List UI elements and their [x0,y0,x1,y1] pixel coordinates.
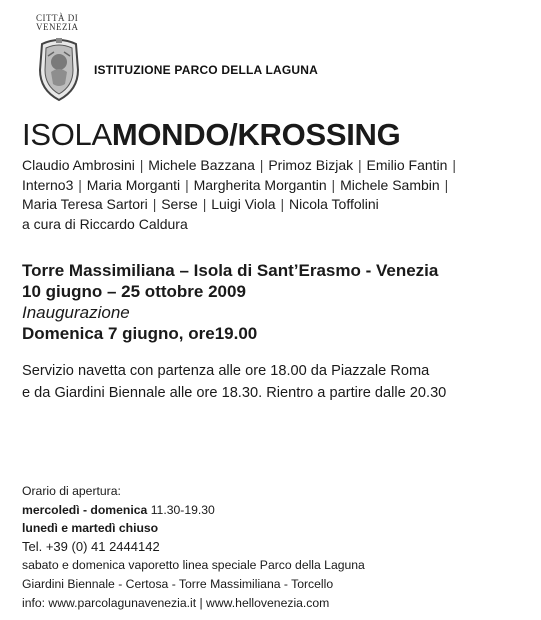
header [22,10,541,110]
opening-days-row [22,501,365,520]
separator: | [452,157,456,173]
separator: | [280,196,285,212]
artist-name: Michele Sambin [340,176,440,193]
city-line-1: CITTÀ DI [36,13,79,23]
separator: | [444,176,449,193]
artist-name: Claudio Ambrosini [22,157,135,173]
title-main: MONDO/KROSSING [111,117,401,152]
opening-date: Domenica 7 giugno, ore19.00 [22,324,258,343]
visitor-info [22,482,365,612]
artist-name: Primoz Bizjak [268,157,354,173]
event-details [22,260,438,344]
artist-name: Maria Teresa Sartori [22,196,148,212]
separator: | [358,157,362,173]
artist-name: Michele Bazzana [148,157,255,173]
shuttle-line-2: e da Giardini Biennale alle ore 18.30. Rientro a partire dalle 20.30 [22,385,447,401]
boat-route: Giardini Biennale - Certosa - Torre Massimiliana - Torcello [22,576,334,591]
separator: | [331,176,336,193]
city-line-2: VENEZIA [36,22,79,32]
separator: | [139,157,144,173]
event-location: Torre Massimiliana – Isola di Sant’Erasmo - Venezia [22,261,439,280]
boat-service: sabato e domenica vaporetto linea speciale Parco della Laguna [22,558,365,573]
opening-days: mercoledì - domenica [22,502,148,517]
separator: | [185,176,189,193]
exhibition-title [22,118,400,152]
curator-line: a cura di Riccardo Caldura [22,215,188,232]
artist-name: Luigi Viola [211,196,276,212]
artist-name: Nicola Toffolini [289,196,379,212]
shuttle-line-1: Servizio navetta con partenza alle ore 18.00 da Piazzale Roma [22,363,430,379]
artist-line-3 [22,195,532,215]
institution-name: ISTITUZIONE PARCO DELLA LAGUNA [94,63,318,77]
artist-name: Emilio Fantin [366,157,448,173]
phone-number: Tel. +39 (0) 41 2444142 [22,538,160,554]
separator: | [202,196,207,212]
separator: | [259,157,264,173]
shuttle-info [22,360,446,404]
opening-label: Inaugurazione [22,303,130,322]
artist-line-2 [22,176,532,196]
artist-name: Serse [161,196,198,212]
artist-name: Maria Morganti [86,176,181,193]
artist-list [22,156,532,234]
artist-line-1 [22,156,532,176]
hours-label: Orario di apertura: [22,484,121,498]
title-prefix: ISOLA [22,117,112,152]
closed-days: lunedì e martedì chiuso [22,521,159,536]
separator: | [152,196,157,212]
artist-name: Interno3 [22,176,74,193]
venice-lion-crest-icon [34,36,84,102]
opening-hours: 11.30-19.30 [150,502,215,517]
separator: | [78,176,82,193]
event-dates: 10 giugno – 25 ottobre 2009 [22,282,246,301]
web-links: info: www.parcolagunavenezia.it | www.hellovenezia.com [22,595,330,610]
artist-name: Margherita Morgantin [193,176,327,193]
city-of-venice-text [36,14,79,32]
